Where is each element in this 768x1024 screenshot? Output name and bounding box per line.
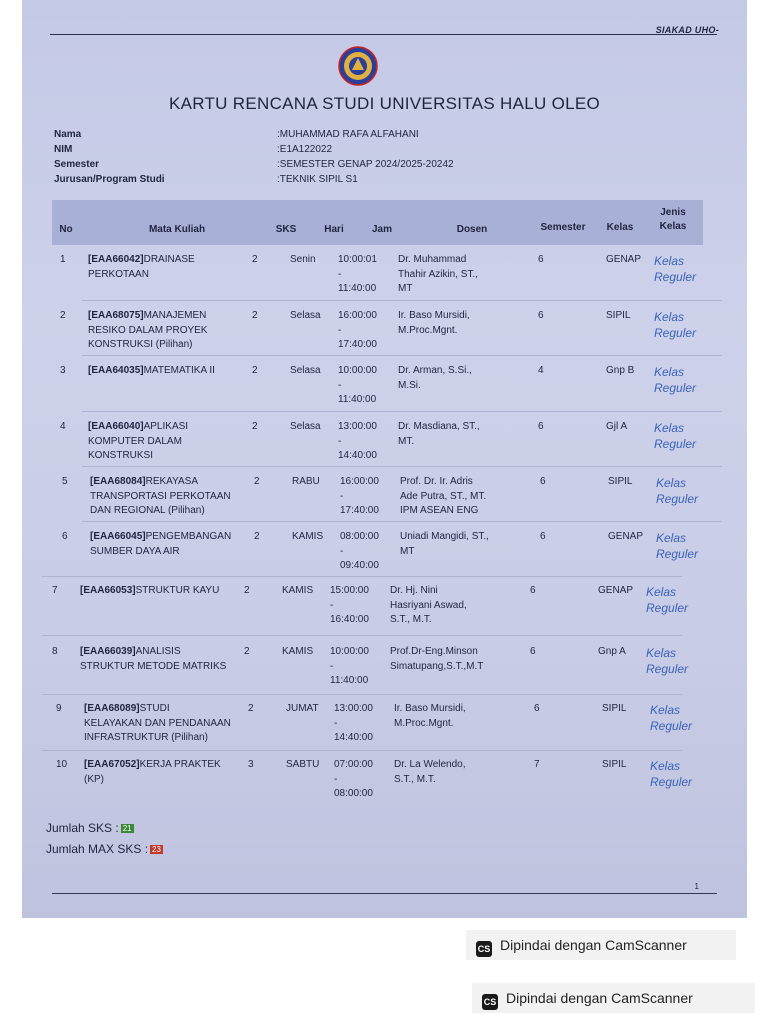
jenis-kelas-line: Kelas <box>646 646 677 660</box>
hari: KAMIS <box>282 585 314 596</box>
jam-line: 10:00:00 <box>330 646 369 657</box>
course-code: [EAA66039] <box>80 646 136 657</box>
jam-line: 08:00:00 <box>334 788 373 799</box>
jam-line: - <box>338 435 342 447</box>
jam <box>338 364 394 408</box>
header-jam: Jam <box>371 224 392 235</box>
jumlah-max-sks <box>46 842 163 856</box>
jenis-kelas-line: Kelas <box>646 585 677 599</box>
jenis-kelas <box>654 309 714 341</box>
jam-line: 09:40:00 <box>340 560 379 571</box>
mata-kuliah-line <box>88 364 258 379</box>
jam-line: 16:00:00 <box>338 310 377 321</box>
jenis-kelas-line: Kelas <box>654 365 685 379</box>
row-number: 7 <box>52 585 58 596</box>
row-divider <box>42 576 682 577</box>
mata-kuliah <box>88 364 258 379</box>
jam-line: 11:40:00 <box>338 283 377 294</box>
jam-line: 08:00:00 <box>340 531 379 542</box>
dosen-line: S.T., M.T. <box>394 773 436 785</box>
jenis-kelas-line: Reguler <box>650 775 693 789</box>
course-code: [EAA66053] <box>80 585 136 596</box>
mata-kuliah <box>84 758 254 787</box>
jam <box>340 475 396 519</box>
jam-line: 10:00:01 <box>338 254 377 265</box>
mata-kuliah <box>84 702 254 746</box>
info-value: :TEKNIK SIPIL S1 <box>277 174 358 185</box>
sks: 2 <box>244 646 250 657</box>
jam <box>338 253 394 297</box>
semester: 6 <box>538 421 544 432</box>
jumlah-sks-label: Jumlah SKS : <box>46 821 119 835</box>
jam-line: - <box>340 545 344 557</box>
dosen-line: Dr. Muhammad <box>398 254 467 265</box>
jenis-kelas <box>654 420 714 452</box>
top-rule <box>50 34 717 35</box>
dosen-line: Prof. Dr. Ir. Adris <box>400 476 473 487</box>
mata-kuliah-line: RESIKO DALAM PROYEK <box>88 324 208 336</box>
sks: 2 <box>252 310 258 321</box>
siakad-label: SIAKAD UHO- <box>655 25 719 35</box>
course-code: [EAA66040] <box>88 421 144 432</box>
row-divider <box>82 300 722 301</box>
semester: 6 <box>530 646 536 657</box>
mata-kuliah-line <box>80 645 250 660</box>
jam-line: 17:40:00 <box>338 339 377 350</box>
dosen <box>400 475 520 519</box>
kelas: SIPIL <box>602 759 627 770</box>
mata-kuliah-line <box>88 253 258 268</box>
header-jenis: Jenis <box>660 207 686 218</box>
sks: 2 <box>244 585 250 596</box>
sks: 2 <box>254 531 260 542</box>
jam-line: 11:40:00 <box>330 675 369 686</box>
hari: Selasa <box>290 310 321 321</box>
row-number: 8 <box>52 646 58 657</box>
info-value: :SEMESTER GENAP 2024/2025-20242 <box>277 159 454 170</box>
mata-kuliah-line: PERKOTAAN <box>88 268 149 280</box>
course-name: KERJA PRAKTEK <box>139 759 221 770</box>
row-divider <box>42 635 682 636</box>
dosen-line: Dr. Arman, S.Si., <box>398 365 472 376</box>
dosen-line: MT <box>398 283 413 294</box>
kelas: Gnp A <box>598 646 626 657</box>
kelas: GENAP <box>608 531 644 542</box>
mata-kuliah <box>80 584 250 599</box>
jam <box>330 645 386 689</box>
mata-kuliah-line <box>90 530 260 545</box>
mata-kuliah-line: INFRASTRUKTUR (Pilihan) <box>84 732 208 743</box>
mata-kuliah-line <box>84 702 254 717</box>
jam <box>338 420 394 464</box>
semester: 6 <box>540 476 546 487</box>
jenis-kelas <box>646 584 706 616</box>
semester: 7 <box>534 759 540 770</box>
jenis-kelas <box>656 475 716 507</box>
dosen-line: IPM ASEAN ENG <box>400 505 479 516</box>
header-no: No <box>59 224 73 235</box>
semester: 6 <box>538 254 544 265</box>
row-number: 3 <box>60 365 66 376</box>
jumlah-max-label: Jumlah MAX SKS : <box>46 842 149 856</box>
semester: 6 <box>538 310 544 321</box>
dosen-line: MT <box>400 545 415 557</box>
jenis-kelas-line: Kelas <box>656 531 687 545</box>
kelas: SIPIL <box>606 310 631 321</box>
header-dosen: Dosen <box>456 224 488 235</box>
mata-kuliah-line: DAN REGIONAL (Pilihan) <box>90 505 205 516</box>
camscanner-watermark-2 <box>472 983 755 1013</box>
dosen-line: Dr. La Welendo, <box>394 759 466 770</box>
semester: 6 <box>540 531 546 542</box>
dosen <box>398 364 518 393</box>
jenis-kelas-line: Kelas <box>650 759 681 773</box>
dosen <box>394 702 514 731</box>
hari: RABU <box>292 476 320 487</box>
jam-line: - <box>338 268 342 280</box>
course-name: APLIKASI <box>143 421 189 432</box>
course-code: [EAA68075] <box>88 310 144 321</box>
header-hari: Hari <box>324 224 344 235</box>
jam-line: - <box>330 599 334 611</box>
dosen-line: S.T., M.T. <box>390 614 432 625</box>
info-label: NIM <box>54 144 73 155</box>
dosen-line: Uniadi Mangidi, ST., <box>400 531 489 542</box>
header-kelas: Kelas <box>606 222 634 233</box>
row-number: 5 <box>62 476 68 487</box>
course-code: [EAA68084] <box>90 476 146 487</box>
dosen <box>398 420 518 449</box>
info-label: Semester <box>54 159 100 170</box>
jam-line: - <box>338 324 342 336</box>
course-code: [EAA64035] <box>88 365 144 376</box>
semester: 6 <box>534 703 540 714</box>
hari: Selasa <box>290 421 321 432</box>
dosen <box>394 758 514 787</box>
hari: JUMAT <box>286 703 319 714</box>
row-number: 6 <box>62 531 68 542</box>
course-name: DRAINASE <box>143 254 195 265</box>
document-sheet <box>22 0 747 918</box>
hari: Selasa <box>290 365 321 376</box>
course-code: [EAA67052] <box>84 759 140 770</box>
mata-kuliah-line: TRANSPORTASI PERKOTAAN <box>90 490 231 502</box>
sks: 2 <box>252 254 258 265</box>
jam-line: 13:00:00 <box>334 703 373 714</box>
jenis-kelas <box>646 645 706 677</box>
mata-kuliah-line: KELAYAKAN DAN PENDANAAN <box>84 717 231 729</box>
jam <box>340 530 396 574</box>
bottom-rule <box>52 893 717 894</box>
sks: 2 <box>248 703 254 714</box>
dosen-line: Dr. Masdiana, ST., <box>398 421 480 432</box>
jam <box>330 584 386 628</box>
camscanner-watermark-1 <box>466 930 736 960</box>
mata-kuliah-line: KONSTRUKSI (Pilihan) <box>88 339 193 350</box>
kelas: Gnp B <box>606 365 635 376</box>
info-value: :E1A122022 <box>277 144 333 155</box>
jenis-kelas-line: Kelas <box>654 421 685 435</box>
kelas: GENAP <box>606 254 642 265</box>
course-name: STUDI <box>139 703 170 714</box>
jam-line: 14:40:00 <box>338 450 377 461</box>
page-title: KARTU RENCANA STUDI UNIVERSITAS HALU OLEO <box>168 94 601 113</box>
header-mata-kuliah: Mata Kuliah <box>148 224 206 235</box>
jenis-kelas <box>654 253 714 285</box>
header-sks: SKS <box>275 224 297 235</box>
hari: KAMIS <box>282 646 314 657</box>
dosen-line: MT. <box>398 435 415 447</box>
page-number: 1 <box>694 882 699 891</box>
jenis-kelas-line: Reguler <box>656 547 699 561</box>
jam <box>334 702 390 746</box>
jenis-kelas-line: Reguler <box>650 719 693 733</box>
jam-line: - <box>334 773 338 785</box>
course-name: PENGEMBANGAN <box>145 531 232 542</box>
jam <box>334 758 390 802</box>
mata-kuliah-line <box>88 420 258 435</box>
jenis-kelas-line: Reguler <box>646 601 689 615</box>
jenis-kelas <box>650 702 710 734</box>
jam-line: 16:40:00 <box>330 614 369 625</box>
jam <box>338 309 394 353</box>
hari: KAMIS <box>292 531 324 542</box>
row-divider <box>42 750 682 751</box>
jenis-kelas-line: Reguler <box>646 662 689 676</box>
row-divider <box>82 355 722 356</box>
jenis-kelas-line: Reguler <box>656 492 699 506</box>
header-jenis-kelas: Kelas <box>659 221 687 232</box>
university-logo-icon <box>338 46 378 86</box>
row-divider <box>82 521 722 522</box>
row-number: 1 <box>60 254 66 265</box>
jam-line: 13:00:00 <box>338 421 377 432</box>
row-number: 4 <box>60 421 66 432</box>
mata-kuliah-line: KOMPUTER DALAM <box>88 435 182 447</box>
course-name: REKAYASA <box>145 476 199 487</box>
jenis-kelas <box>656 530 716 562</box>
course-name: STRUKTUR KAYU <box>135 585 220 596</box>
jenis-kelas <box>650 758 710 790</box>
dosen-line: Prof.Dr-Eng.Minson <box>390 646 478 657</box>
mata-kuliah <box>88 309 258 353</box>
jenis-kelas <box>654 364 714 396</box>
course-name: ANALISIS <box>135 646 181 657</box>
course-code: [EAA66042] <box>88 254 144 265</box>
info-label: Jurusan/Program Studi <box>54 174 165 185</box>
dosen <box>398 253 518 297</box>
jenis-kelas-line: Reguler <box>654 437 697 451</box>
header-semester: Semester <box>540 222 586 233</box>
row-divider <box>82 411 722 412</box>
jenis-kelas-line: Reguler <box>654 270 697 284</box>
mata-kuliah <box>80 645 250 674</box>
course-code: [EAA68089] <box>84 703 140 714</box>
dosen <box>400 530 520 559</box>
row-number: 10 <box>56 759 68 770</box>
camscanner-icon: CS <box>482 994 498 1010</box>
course-name: MATEMATIKA II <box>143 365 215 376</box>
mata-kuliah-line <box>80 584 250 599</box>
row-number: 9 <box>56 703 62 714</box>
jam-line: 17:40:00 <box>340 505 379 516</box>
watermark-text: Dipindai dengan CamScanner <box>500 937 687 953</box>
mata-kuliah <box>88 420 258 464</box>
dosen-line: Ir. Baso Mursidi, <box>394 703 466 714</box>
table-header <box>52 200 703 245</box>
info-label: Nama <box>54 129 82 140</box>
camscanner-icon: CS <box>476 941 492 957</box>
jam-line: 11:40:00 <box>338 394 377 405</box>
jumlah-sks-value: 21 <box>122 824 132 834</box>
mata-kuliah-line: STRUKTUR METODE MATRIKS <box>80 660 227 672</box>
semester: 4 <box>538 365 544 376</box>
jenis-kelas-line: Reguler <box>654 381 697 395</box>
dosen <box>398 309 518 338</box>
dosen-line: M.Proc.Mgnt. <box>398 324 458 336</box>
dosen-line: M.Si. <box>398 379 421 391</box>
dosen <box>390 645 510 674</box>
course-code: [EAA66045] <box>90 531 146 542</box>
sks: 3 <box>248 759 254 770</box>
jam-line: - <box>330 660 334 672</box>
mata-kuliah-line <box>84 758 254 773</box>
sks: 2 <box>254 476 260 487</box>
jam-line: 14:40:00 <box>334 732 373 743</box>
row-divider <box>42 694 682 695</box>
jenis-kelas-line: Reguler <box>654 326 697 340</box>
dosen <box>390 584 510 628</box>
jenis-kelas-line: Kelas <box>650 703 681 717</box>
jam-line: - <box>340 490 344 502</box>
dosen-line: Simatupang,S.T.,M.T <box>390 660 484 672</box>
row-divider <box>82 466 722 467</box>
jenis-kelas-line: Kelas <box>654 254 685 268</box>
jam-line: - <box>338 379 342 391</box>
row-number: 2 <box>60 310 66 321</box>
mata-kuliah-line <box>90 475 260 490</box>
kelas: SIPIL <box>608 476 633 487</box>
sks: 2 <box>252 421 258 432</box>
dosen-line: Ade Putra, ST., MT. <box>400 490 487 502</box>
dosen-line: Hasriyani Aswad, <box>390 599 467 611</box>
hari: SABTU <box>286 759 320 770</box>
sks: 2 <box>252 365 258 376</box>
mata-kuliah-line: (KP) <box>84 773 104 785</box>
dosen-line: Thahir Azikin, ST., <box>398 268 479 280</box>
mata-kuliah <box>90 475 260 519</box>
course-name: MANAJEMEN <box>143 310 207 321</box>
kelas: SIPIL <box>602 703 627 714</box>
jumlah-max-value: 23 <box>152 845 161 855</box>
info-value: :MUHAMMAD RAFA ALFAHANI <box>277 129 419 140</box>
kelas: GENAP <box>598 585 634 596</box>
mata-kuliah-line <box>88 309 258 324</box>
semester: 6 <box>530 585 536 596</box>
jenis-kelas-line: Kelas <box>654 310 685 324</box>
jam-line: 15:00:00 <box>330 585 369 596</box>
jam-line: 10:00:00 <box>338 365 377 376</box>
mata-kuliah-line: KONSTRUKSI <box>88 450 154 461</box>
dosen-line: Ir. Baso Mursidi, <box>398 310 470 321</box>
jam-line: - <box>334 717 338 729</box>
mata-kuliah-line: SUMBER DAYA AIR <box>90 545 180 557</box>
mata-kuliah <box>90 530 260 559</box>
kelas: Gjl A <box>606 421 628 432</box>
hari: Senin <box>290 254 316 265</box>
jam-line: 07:00:00 <box>334 759 373 770</box>
mata-kuliah <box>88 253 258 282</box>
watermark-text: Dipindai dengan CamScanner <box>506 990 693 1006</box>
dosen-line: Dr. Hj. Nini <box>390 585 438 596</box>
jam-line: 16:00:00 <box>340 476 379 487</box>
jumlah-sks <box>46 821 134 835</box>
dosen-line: M.Proc.Mgnt. <box>394 717 454 729</box>
jenis-kelas-line: Kelas <box>656 476 687 490</box>
